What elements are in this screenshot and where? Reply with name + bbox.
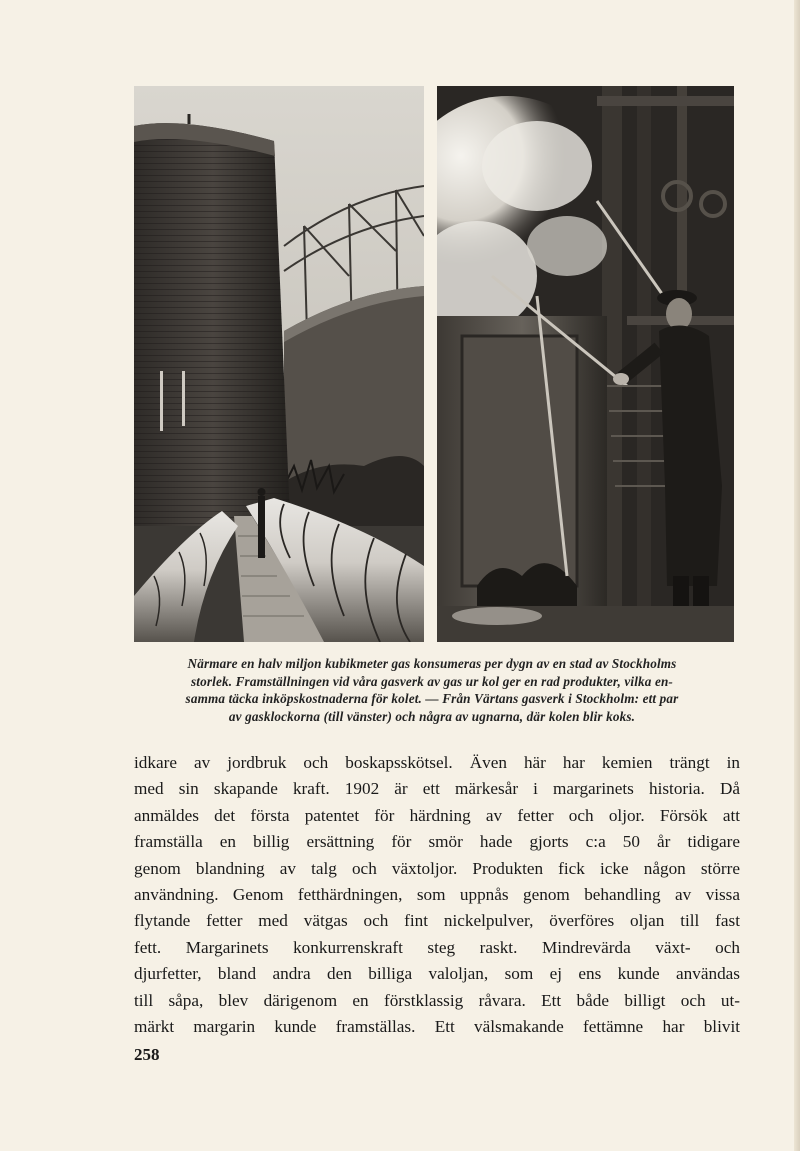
body-line: idkare av jordbruk och boskapsskötsel. Även här har kemien trängt in bbox=[134, 753, 740, 772]
figure-caption bbox=[112, 655, 752, 725]
caption-line: storlek. Framställningen vid våra gasverk av gas ur kol ger en rad produkter, vilka en- bbox=[191, 673, 673, 689]
caption-line: av gasklockorna (till vänster) och några av ugnarna, där kolen blir koks. bbox=[228, 708, 636, 724]
body-line: genom blandning av talg och växtoljor. Produkten fick icke någon större bbox=[134, 858, 740, 878]
body-line: med sin skapande kraft. 1902 är ett märkesår i margarinets historia. Då bbox=[134, 779, 740, 799]
body-line: till såpa, blev därigenom en förstklassig råvara. Ett både billigt och ut- bbox=[134, 990, 740, 1010]
page-number: 258 bbox=[134, 1045, 160, 1064]
body-line: anmäldes det första patentet för härdning av fetter och oljor. Försök att bbox=[134, 805, 740, 825]
caption-line: Närmare en halv miljon kubikmeter gas konsumeras per dygn av en stad av Stockholms bbox=[187, 656, 677, 671]
body-paragraph bbox=[134, 750, 740, 1040]
body-line: användning. Genom fetthärdningen, som uppnås genom behandling av vissa bbox=[134, 885, 740, 905]
body-line: märkt margarin kunde framställas. Ett välsmakande fettämne har blivit bbox=[134, 1017, 740, 1037]
photo-coke-ovens bbox=[437, 86, 734, 642]
photo-gasholders bbox=[134, 86, 424, 642]
body-line: flytande fetter med vätgas och fint nickelpulver, överföres oljan till fast bbox=[134, 911, 740, 931]
page-edge bbox=[794, 0, 800, 1151]
body-line: fett. Margarinets konkurrenskraft steg raskt. Mindrevärda växt- och bbox=[134, 937, 740, 957]
body-line: djurfetter, bland andra den billiga valoljan, som ej ens kunde användas bbox=[134, 964, 740, 984]
body-line: framställa en billig ersättning för smör hade gjorts c:a 50 år tidigare bbox=[134, 832, 740, 852]
caption-line: samma täcka inköpskostnaderna för kolet. — Från Värtans gasverk i Stockholm: ett par bbox=[185, 691, 679, 707]
